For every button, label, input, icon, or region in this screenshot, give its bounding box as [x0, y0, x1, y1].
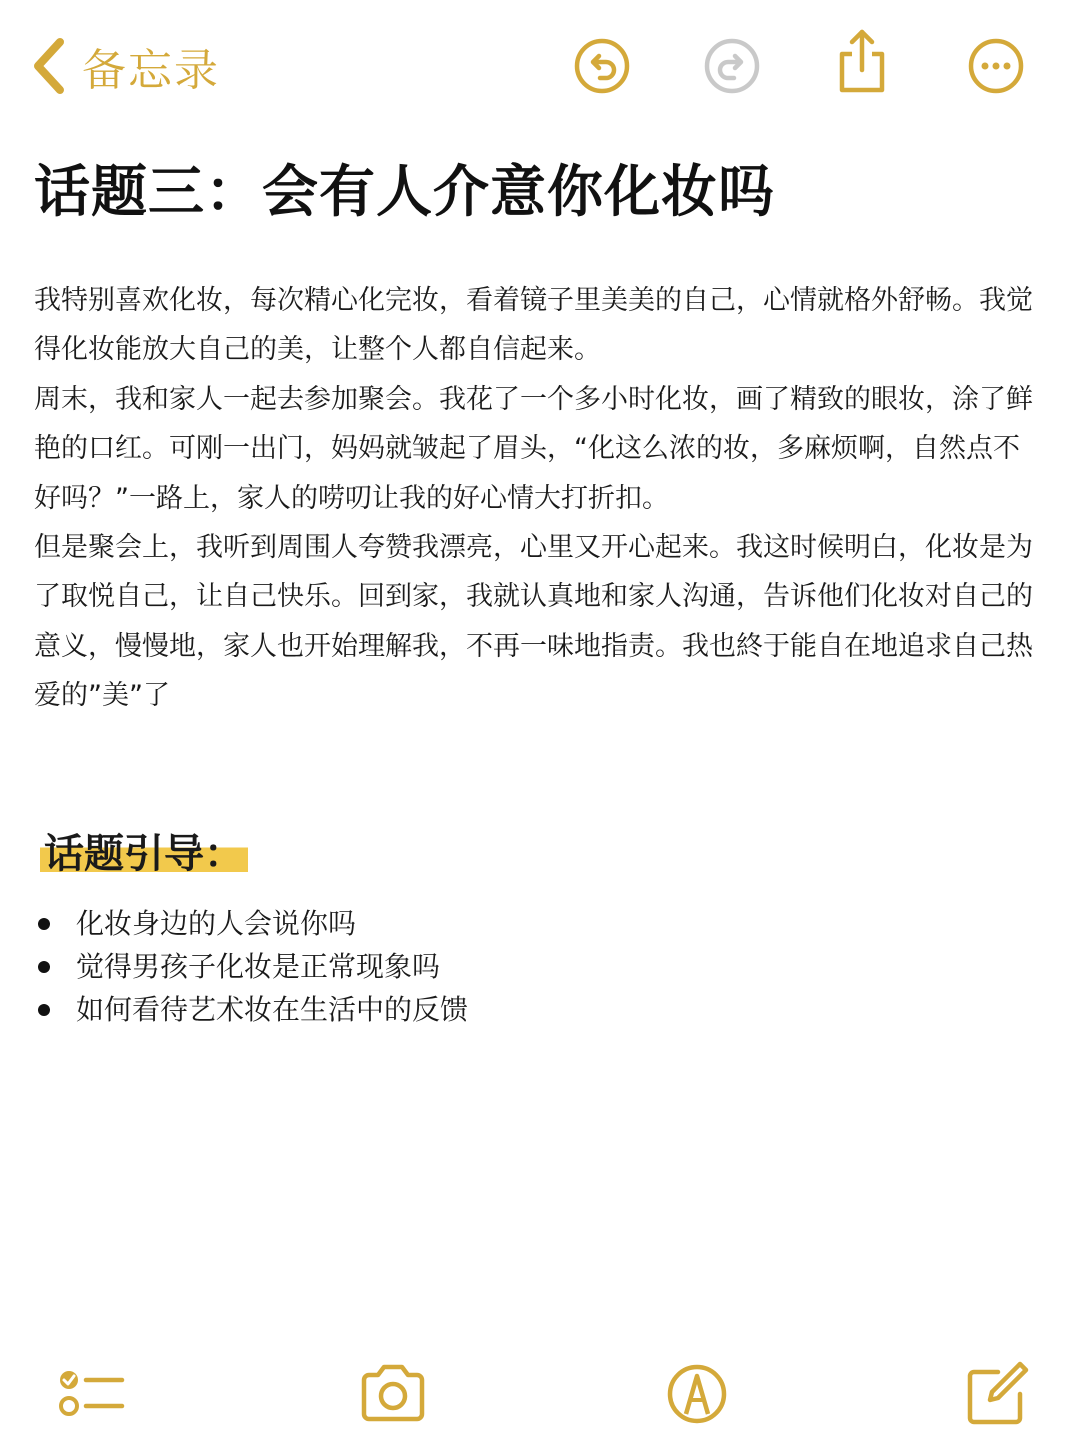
guide-list	[38, 902, 468, 1031]
list-item: 如何看待艺术妆在生活中的反馈	[38, 988, 468, 1031]
undo-icon	[572, 36, 632, 96]
share-button[interactable]	[832, 26, 892, 96]
redo-button[interactable]	[702, 36, 762, 96]
camera-icon	[358, 1358, 428, 1428]
note-paragraph: 周末，我和家人一起去参加聚会。我花了一个多小时化妆，画了精致的眼妆，涂了鲜艳的口红。可刚一出门，妈妈就皱起了眉头，“化这么浓的妆，多麻烦啊，自然点不好吗？”一路上，家人的唠叨让我的好心情大打折扣。	[34, 383, 1033, 514]
navigation-bar	[0, 0, 1080, 130]
share-icon	[832, 26, 892, 96]
list-item: 觉得男孩子化妆是正常现象吗	[38, 945, 468, 988]
compose-icon	[962, 1358, 1032, 1428]
checklist-button[interactable]	[56, 1358, 126, 1428]
list-item: 化妆身边的人会说你吗	[38, 902, 468, 945]
markup-button[interactable]	[662, 1358, 732, 1428]
camera-button[interactable]	[358, 1358, 428, 1428]
guide-heading: 话题引导：	[40, 822, 248, 879]
more-icon	[966, 36, 1026, 96]
redo-icon	[702, 36, 762, 96]
back-button[interactable]	[28, 34, 220, 98]
chevron-left-icon	[28, 36, 68, 96]
compose-button[interactable]	[962, 1358, 1032, 1428]
note-body[interactable]	[34, 276, 1034, 721]
note-paragraph: 但是聚会上，我听到周围人夸赞我漂亮，心里又开心起来。我这时候明白，化妆是为了取悦自己，让自己快乐。回到家，我就认真地和家人沟通，告诉他们化妆对自己的意义，慢慢地，家人也开始理解我，不再一味地指责。我也終于能自在地追求自己热爱的”美”了	[34, 532, 1033, 712]
more-button[interactable]	[966, 36, 1026, 96]
note-paragraph: 我特别喜欢化妆，每次精心化完妆，看着镜子里美美的自己，心情就格外舒畅。我觉得化妆能放大自己的美，让整个人都自信起来。	[34, 285, 1033, 366]
checklist-icon	[56, 1358, 126, 1428]
undo-button[interactable]	[572, 36, 632, 96]
markup-pen-icon	[662, 1358, 732, 1428]
bottom-toolbar	[0, 1350, 1080, 1443]
back-label: 备忘录	[82, 45, 220, 96]
note-title[interactable]: 话题三：会有人介意你化妆吗	[34, 160, 775, 225]
